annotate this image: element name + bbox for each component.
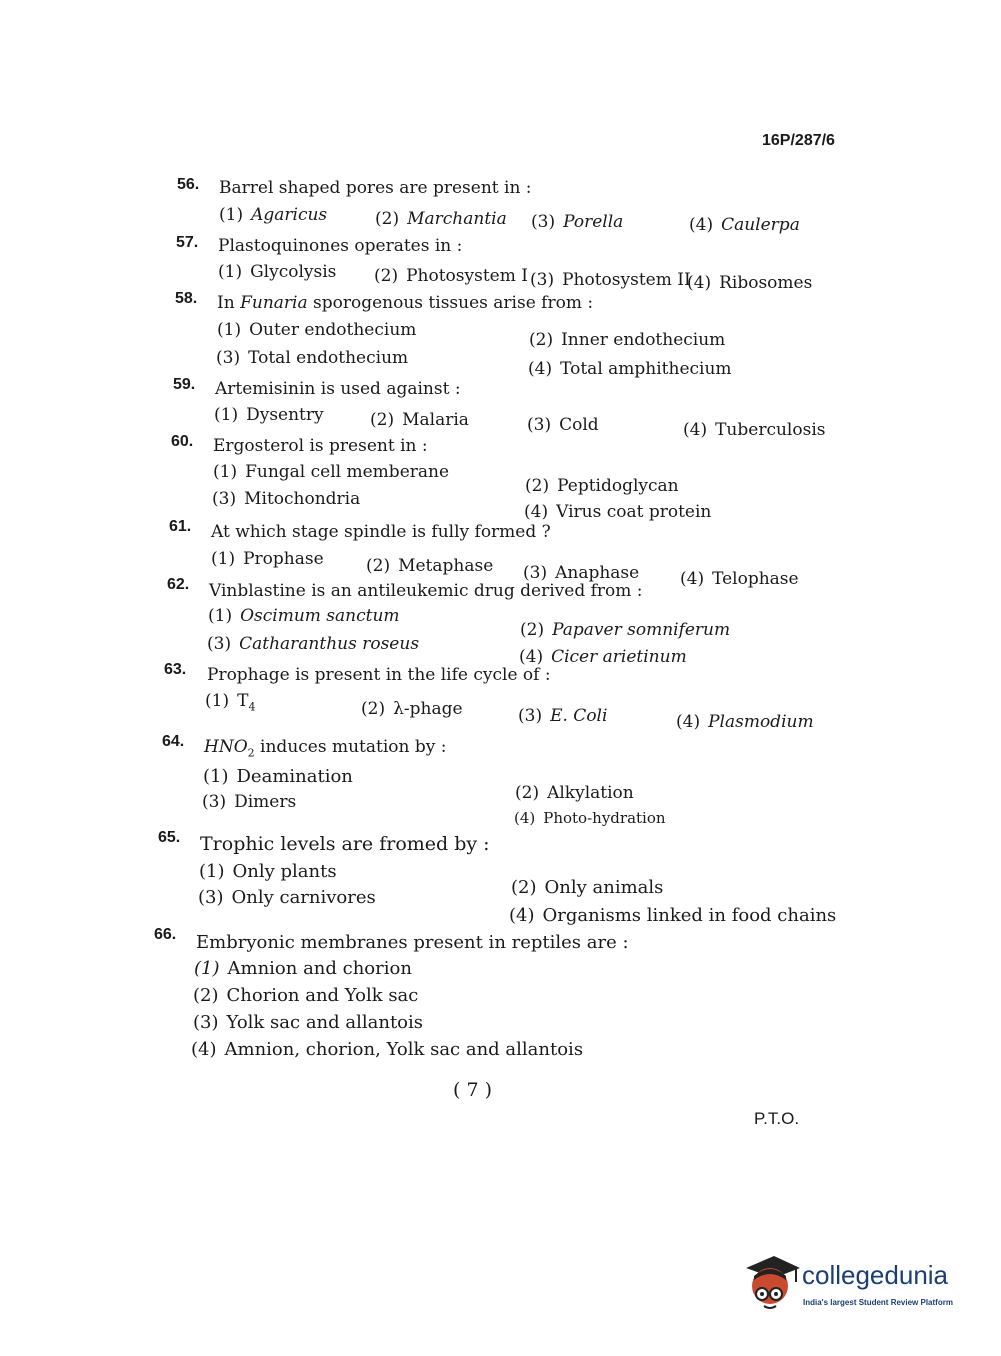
option: (3) Mitochondria (212, 489, 361, 509)
option: (4) Photo-hydration (514, 809, 666, 827)
question-number: 58. (175, 290, 198, 307)
student-mascot-icon (740, 1250, 802, 1312)
option: (2) Malaria (370, 410, 469, 430)
pto-label: P.T.O. (754, 1109, 800, 1128)
option: (3) Total endothecium (216, 348, 409, 368)
question-number: 65. (158, 829, 181, 846)
option: (1) Amnion and chorion (194, 958, 412, 979)
option: (1) Oscimum sanctum (208, 606, 400, 626)
question-text: Barrel shaped pores are present in : (219, 178, 532, 198)
option: (2) λ-phage (361, 699, 463, 719)
question-text: At which stage spindle is fully formed ? (211, 522, 551, 542)
question-number: 61. (169, 518, 192, 535)
option: (4) Total amphithecium (528, 359, 732, 379)
option: (3) Photosystem II (530, 270, 691, 290)
paper-code: 16P/287/6 (762, 132, 835, 149)
option: (4) Plasmodium (676, 712, 814, 732)
option: (1) Fungal cell memberane (213, 462, 450, 482)
option: (3) Only carnivores (198, 887, 376, 908)
question-text: In Funaria sporogenous tissues arise from : (217, 293, 594, 313)
option: (1) Dysentry (214, 405, 324, 425)
option: (1) Prophase (211, 549, 324, 569)
option: (2) Papaver somniferum (520, 620, 731, 640)
option: (1) $T_4$ (205, 691, 256, 714)
collegedunia-logo (740, 1248, 970, 1318)
option: (2) Metaphase (366, 556, 494, 576)
option: (4) Amnion, chorion, Yolk sac and allantois (191, 1039, 584, 1060)
option: (4) Virus coat protein (524, 502, 712, 522)
option: (2) Inner endothecium (529, 330, 726, 350)
option: (1) Glycolysis (218, 262, 337, 282)
option: (3) Anaphase (523, 563, 640, 583)
question-text: Trophic levels are fromed by : (200, 833, 490, 855)
question-text: Artemisinin is used against : (215, 379, 461, 399)
question-number: 62. (167, 576, 190, 593)
question-number: 64. (162, 733, 185, 750)
option: (1) Agaricus (219, 205, 328, 225)
option: (1) Outer endothecium (217, 320, 417, 340)
option: (4) Caulerpa (689, 215, 800, 235)
option: (3) Catharanthus roseus (207, 634, 420, 654)
question-text: Prophage is present in the life cycle of : (207, 665, 551, 685)
option: (2) Peptidoglycan (525, 476, 679, 496)
option: (3) Dimers (202, 792, 297, 812)
option: (4) Tuberculosis (683, 420, 826, 440)
page-number: ( 7 ) (453, 1079, 492, 1101)
question-text: Plastoquinones operates in : (218, 236, 463, 256)
question-number: 59. (173, 376, 196, 393)
option: (3) Yolk sac and allantois (193, 1012, 424, 1033)
question-number: 56. (177, 176, 200, 193)
question-number: 63. (164, 661, 187, 678)
question-number: 66. (154, 926, 177, 943)
question-text: Vinblastine is an antileukemic drug derived from : (209, 581, 643, 601)
logo-brand: collegedunia (802, 1260, 949, 1290)
option: (2) Alkylation (515, 783, 634, 803)
logo-tagline: India's largest Student Review Platform (803, 1298, 953, 1307)
question-text: Ergosterol is present in : (213, 436, 428, 456)
option: (1) Deamination (203, 766, 353, 787)
option: (3) Cold (527, 415, 599, 435)
option: (1) Only plants (199, 861, 337, 882)
option: (4) Ribosomes (687, 273, 813, 293)
option: (3) E. Coli (518, 706, 608, 726)
option: (4) Telophase (680, 569, 799, 589)
option: (4) Cicer arietinum (519, 647, 687, 667)
option: (4) Organisms linked in food chains (509, 905, 837, 926)
option: (2) Marchantia (375, 209, 507, 229)
question-number: 57. (176, 234, 199, 251)
option: (3) Porella (531, 212, 624, 232)
option: (2) Only animals (511, 877, 664, 898)
question-text: Embryonic membranes present in reptiles are : (196, 932, 629, 953)
option: (2) Photosystem I (374, 266, 528, 286)
question-number: 60. (171, 433, 194, 450)
question-text: $HNO_2$ induces mutation by : (204, 737, 447, 760)
option: (2) Chorion and Yolk sac (193, 985, 419, 1006)
